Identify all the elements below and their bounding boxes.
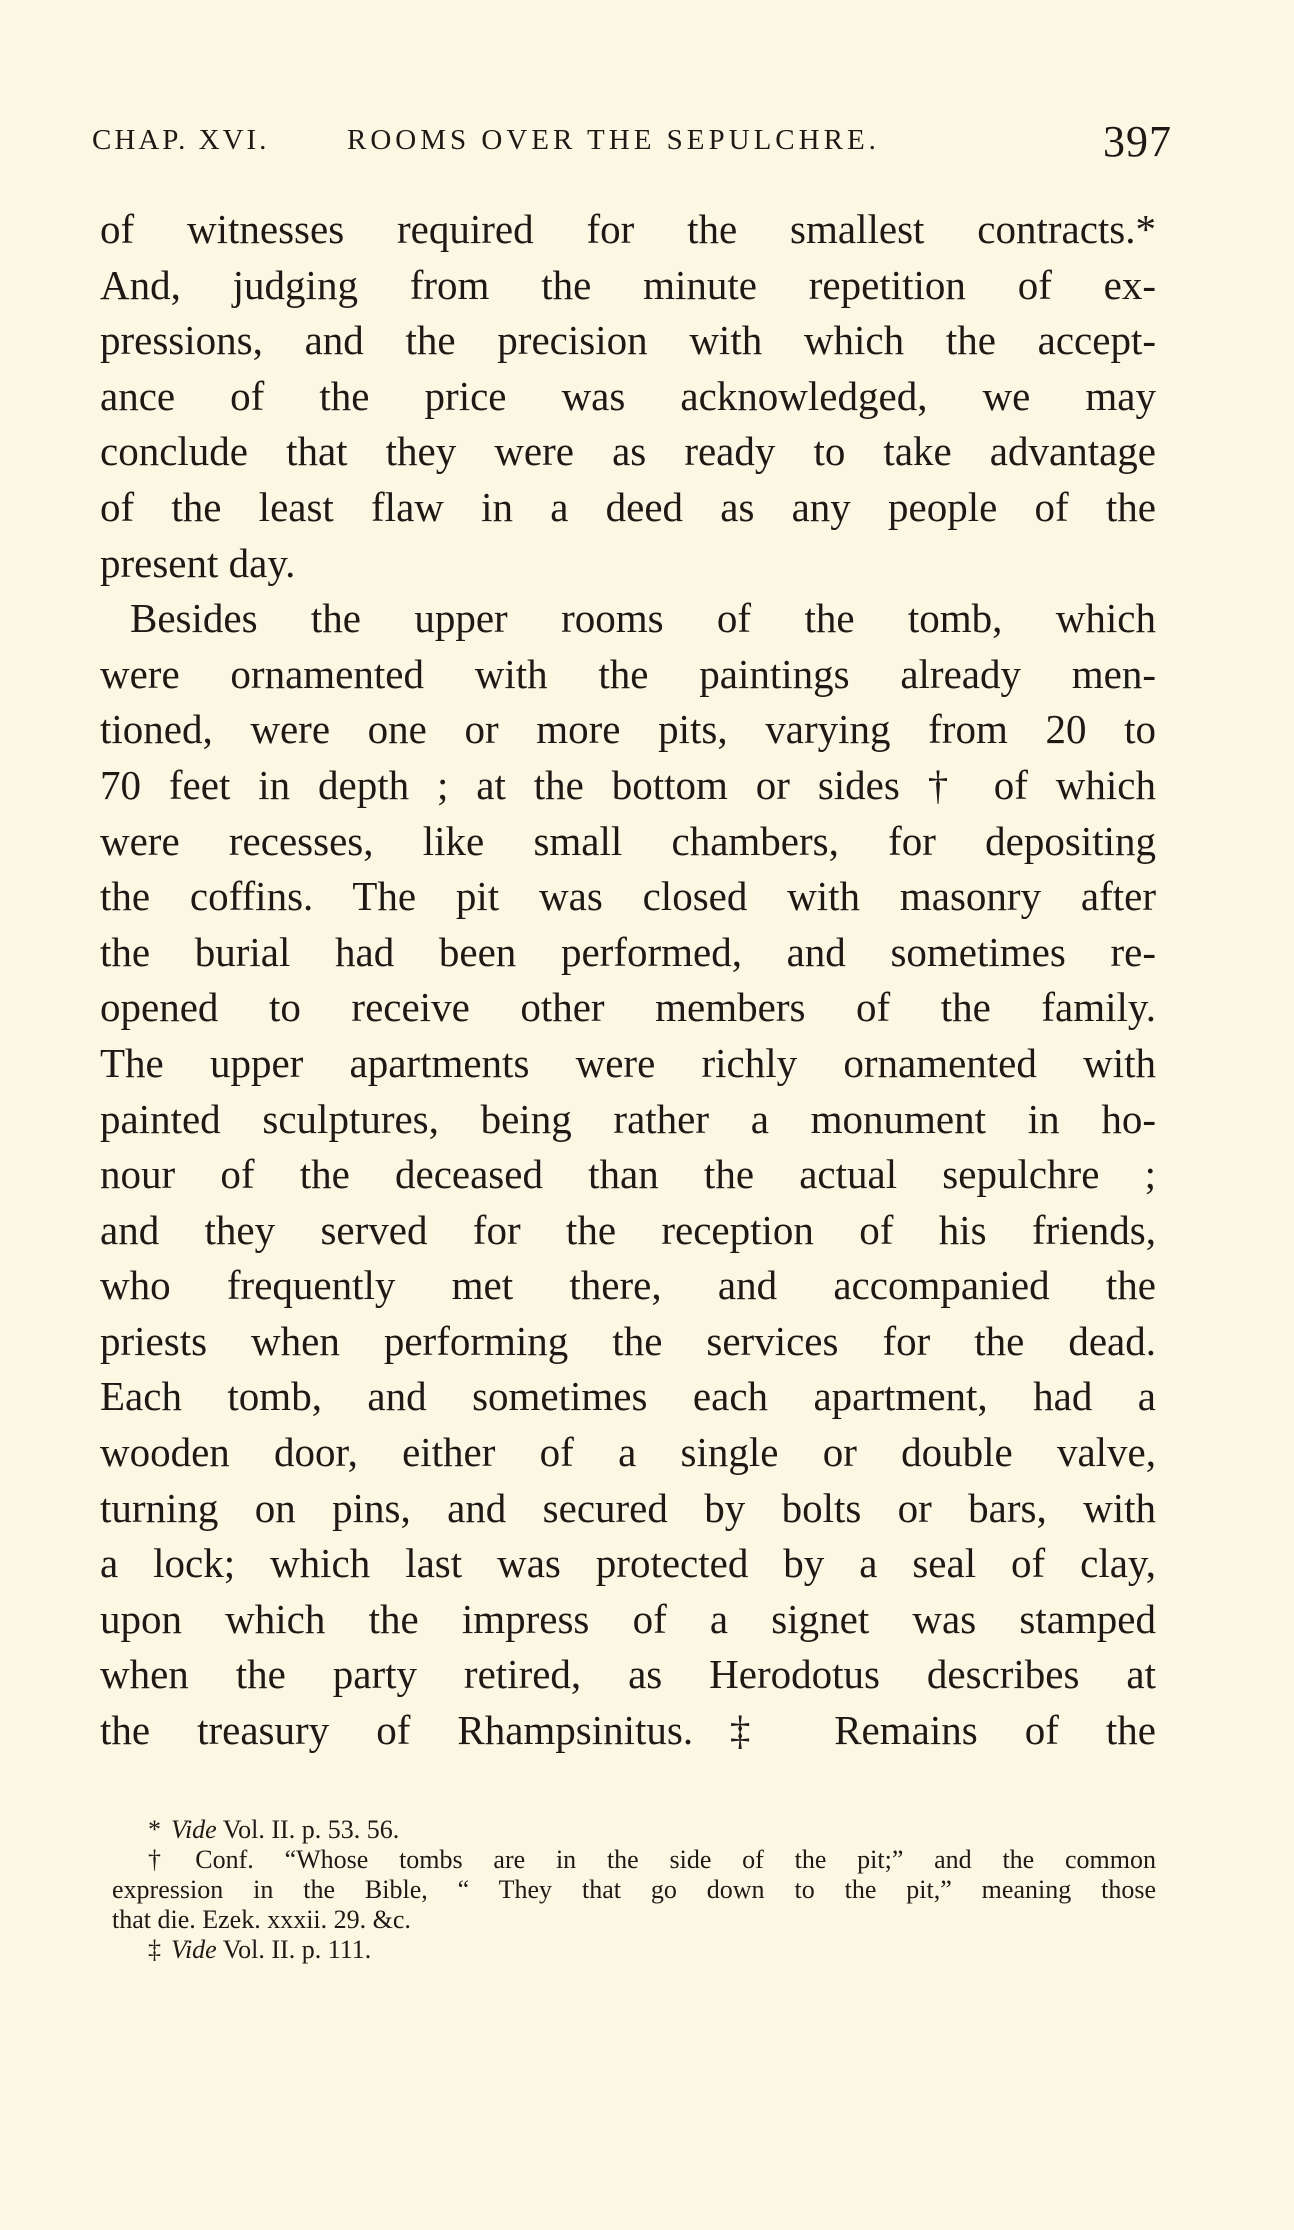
body-text [100, 202, 1156, 1759]
text-line: tioned, were one or more pits, varying from 20 to [100, 706, 1156, 753]
text-line: were ornamented with the paintings already men- [100, 650, 1156, 697]
footnote-mark: ‡ [148, 1935, 161, 1964]
text-line: And, judging from the minute repetition of ex- [100, 261, 1156, 308]
text-line: 70 feet in depth ; at the bottom or sides † of which [100, 761, 1156, 808]
footnote-italic: Vide [171, 1815, 217, 1844]
text-line: The upper apartments were richly ornamented with [100, 1039, 1156, 1086]
text-line: of the least flaw in a deed as any people of the [100, 483, 1156, 530]
text-line: the treasury of Rhampsinitus.‡ Remains of the [100, 1707, 1156, 1754]
text-line: who frequently met there, and accompanied the [100, 1262, 1156, 1309]
footnote-1 [112, 1815, 1156, 1845]
page-number: 397 [1103, 117, 1172, 166]
text-line: present day. [100, 539, 296, 586]
footnotes [112, 1815, 1156, 1965]
text-line: nour of the deceased than the actual sepulchre ; [100, 1151, 1156, 1198]
text-line: were recesses, like small chambers, for depositing [100, 817, 1156, 864]
footnote-2-line-2: expression in the Bible, “ They that go down to the pit,” meaning those [112, 1875, 1156, 1904]
chapter-label: CHAP. XVI. [92, 124, 270, 156]
text-line: conclude that they were as ready to take advantage [100, 428, 1156, 475]
text-line: wooden door, either of a single or double valve, [100, 1429, 1156, 1476]
text-line: painted sculptures, being rather a monument in ho- [100, 1095, 1156, 1142]
footnote-text: Vol. II. p. 111. [216, 1935, 372, 1964]
text-line: priests when performing the services for the dead. [100, 1317, 1156, 1364]
footnote-2-line-3: that die. Ezek. xxxii. 29. &c. [112, 1905, 411, 1934]
footnote-3 [112, 1935, 1156, 1965]
footnote-text: Conf. “Whose tombs are in the side of the pit;” and the common [195, 1845, 1156, 1874]
footnote-mark: * [148, 1815, 161, 1844]
text-line: pressions, and the precision with which the accept- [100, 317, 1156, 364]
text-line: the coffins. The pit was closed with masonry after [100, 873, 1156, 920]
text-line: a lock; which last was protected by a seal of clay, [100, 1540, 1156, 1587]
footnote-2-line-1 [112, 1845, 1156, 1875]
text-line: upon which the impress of a signet was stamped [100, 1595, 1156, 1642]
running-head [92, 118, 1172, 166]
text-line: and they served for the reception of his friends, [100, 1206, 1156, 1253]
text-line: the burial had been performed, and sometimes re- [100, 928, 1156, 975]
text-line: turning on pins, and secured by bolts or bars, with [100, 1484, 1156, 1531]
text-line: when the party retired, as Herodotus describes at [100, 1651, 1156, 1698]
text-line: of witnesses required for the smallest contracts.* [100, 206, 1156, 252]
text-line: opened to receive other members of the family. [100, 984, 1156, 1031]
text-line: Besides the upper rooms of the tomb, which [130, 595, 1156, 642]
footnote-text: Vol. II. p. 53. 56. [216, 1815, 400, 1844]
footnote-mark: † [148, 1845, 186, 1874]
text-line: Each tomb, and sometimes each apartment, had a [100, 1373, 1156, 1420]
footnote-italic: Vide [171, 1935, 217, 1964]
running-title: ROOMS OVER THE SEPULCHRE. [347, 124, 880, 156]
text-line: ance of the price was acknowledged, we may [100, 372, 1156, 419]
